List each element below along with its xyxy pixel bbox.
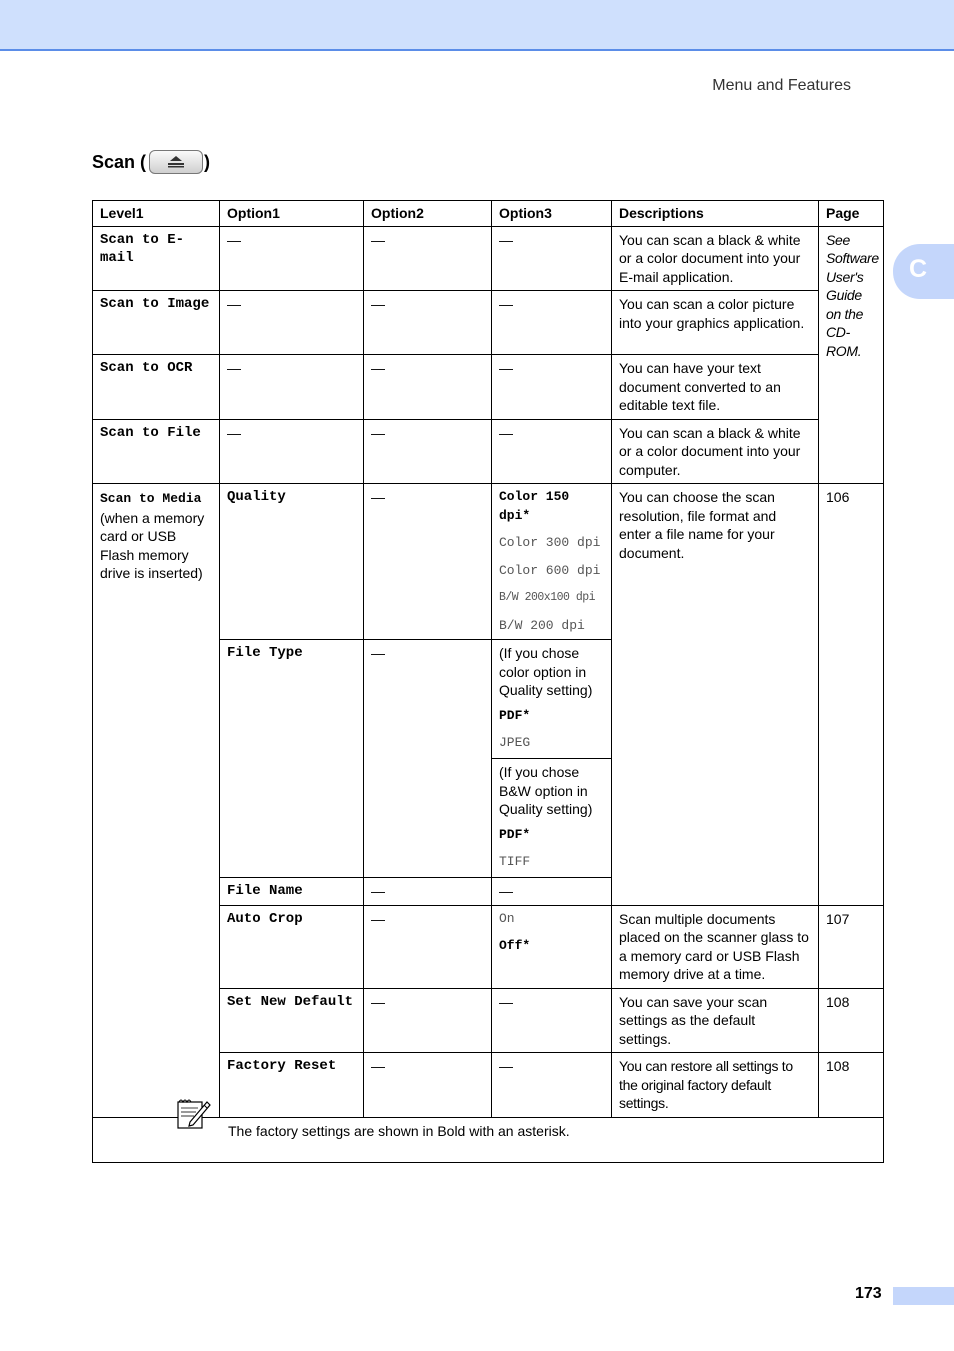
level1-cell: Scan to OCR: [93, 355, 220, 420]
option3-cell: —: [492, 355, 612, 420]
option3-cell: [492, 484, 612, 640]
option1-cell: —: [220, 355, 364, 420]
page-cell: 106: [819, 484, 884, 906]
quality-option: Color 300 dpi: [499, 535, 601, 550]
description-cell: Scan multiple documents placed on the scanner glass to a memory card or USB Flash memory drive at a time.: [612, 905, 819, 988]
option3-cell: [492, 759, 612, 878]
option2-cell: —: [364, 878, 492, 906]
option1-cell: —: [220, 291, 364, 355]
filetype-option: JPEG: [499, 735, 531, 750]
autocrop-option: Off*: [499, 938, 531, 953]
table-row: [93, 355, 884, 420]
description-cell: You can scan a black & white or a color document into your computer.: [612, 419, 819, 484]
filetype-note: (If you chose B&W option in Quality setting): [499, 764, 593, 817]
option1-cell: Set New Default: [220, 988, 364, 1053]
chapter-tab-letter: C: [909, 255, 928, 283]
col-header: Option1: [220, 201, 364, 227]
col-header: Descriptions: [612, 201, 819, 227]
option2-cell: —: [364, 988, 492, 1053]
option2-cell: —: [364, 355, 492, 420]
section-title: [92, 150, 210, 174]
option3-cell: —: [492, 291, 612, 355]
option1-cell: —: [220, 419, 364, 484]
table-row: [93, 291, 884, 355]
col-header: Option3: [492, 201, 612, 227]
option2-cell: —: [364, 1053, 492, 1118]
scan-icon: [149, 150, 203, 174]
col-header: Option2: [364, 201, 492, 227]
table-row: [93, 484, 884, 640]
option2-cell: —: [364, 419, 492, 484]
option2-cell: —: [364, 484, 492, 640]
option3-cell: —: [492, 1053, 612, 1118]
option1-cell: Factory Reset: [220, 1053, 364, 1118]
description-cell: You can save your scan settings as the default settings.: [612, 988, 819, 1053]
description-cell: You can scan a color picture into your graphics application.: [612, 291, 819, 355]
page-number: 173: [855, 1285, 882, 1302]
option3-cell: —: [492, 988, 612, 1053]
see-note-line: See: [826, 231, 851, 248]
option2-cell: —: [364, 291, 492, 355]
option2-cell: —: [364, 905, 492, 988]
header-band: [0, 0, 954, 51]
see-note-line: User's: [826, 268, 864, 285]
see-note-line: Software: [826, 250, 879, 266]
option3-cell: —: [492, 419, 612, 484]
level1-cell: Scan to File: [93, 419, 220, 484]
quality-option: B/W 200x100 dpi: [499, 591, 596, 604]
note-pencil-icon: [176, 1096, 212, 1135]
page-reference-cell: [819, 226, 884, 484]
filetype-note: (If you chose color option in Quality setting): [499, 645, 593, 698]
level1-label: Scan to Media: [100, 491, 202, 506]
option1-cell: Auto Crop: [220, 905, 364, 988]
note-text: The factory settings are shown in Bold with an asterisk.: [228, 1122, 570, 1139]
table-row: [93, 226, 884, 291]
option2-cell: —: [364, 640, 492, 878]
option3-cell: —: [492, 878, 612, 906]
level1-note: (when a memory card or USB Flash memory drive is inserted): [100, 509, 205, 581]
option1-cell: —: [220, 226, 364, 291]
page-cell: 107: [819, 905, 884, 988]
section-title-close: ): [204, 151, 211, 172]
option3-cell: [492, 905, 612, 988]
option1-cell: Quality: [220, 484, 364, 640]
quality-option: Color 150 dpi*: [499, 489, 570, 523]
autocrop-option: On: [499, 910, 515, 926]
table-row: [93, 419, 884, 484]
running-header: Menu and Features: [712, 77, 851, 94]
level1-cell: Scan to E-mail: [93, 226, 220, 291]
table-header-row: [93, 201, 884, 227]
description-cell: You can have your text document converted to an editable text file.: [612, 355, 819, 420]
col-header: Page: [819, 201, 884, 227]
filetype-option: PDF*: [499, 707, 531, 723]
quality-option: B/W 200 dpi: [499, 617, 585, 633]
chapter-tab: [893, 244, 954, 299]
filetype-option: PDF*: [499, 826, 531, 842]
level1-cell: Scan to Image: [93, 291, 220, 355]
description-cell: You can choose the scan resolution, file format and enter a file name for your document.: [612, 484, 819, 906]
section-title-text: Scan (: [92, 151, 147, 172]
footer-band: [893, 1287, 954, 1305]
scan-menu-table: [92, 200, 884, 1163]
quality-option: Color 600 dpi: [499, 562, 601, 578]
col-header: Level1: [93, 201, 220, 227]
page-cell: 108: [819, 988, 884, 1053]
level1-cell: [93, 484, 220, 1118]
description-cell: You can restore all settings to the original factory default settings.: [612, 1053, 819, 1118]
option1-cell: File Name: [220, 878, 364, 906]
option2-cell: —: [364, 226, 492, 291]
page-cell: 108: [819, 1053, 884, 1118]
see-note-line: on the: [826, 305, 864, 322]
option3-cell: [492, 640, 612, 759]
option3-cell: —: [492, 226, 612, 291]
option1-cell: File Type: [220, 640, 364, 878]
description-cell: You can scan a black & white or a color document into your E-mail application.: [612, 226, 819, 291]
filetype-option: TIFF: [499, 854, 531, 869]
see-note-line: CD-ROM.: [826, 324, 862, 359]
see-note-line: Guide: [826, 287, 862, 303]
